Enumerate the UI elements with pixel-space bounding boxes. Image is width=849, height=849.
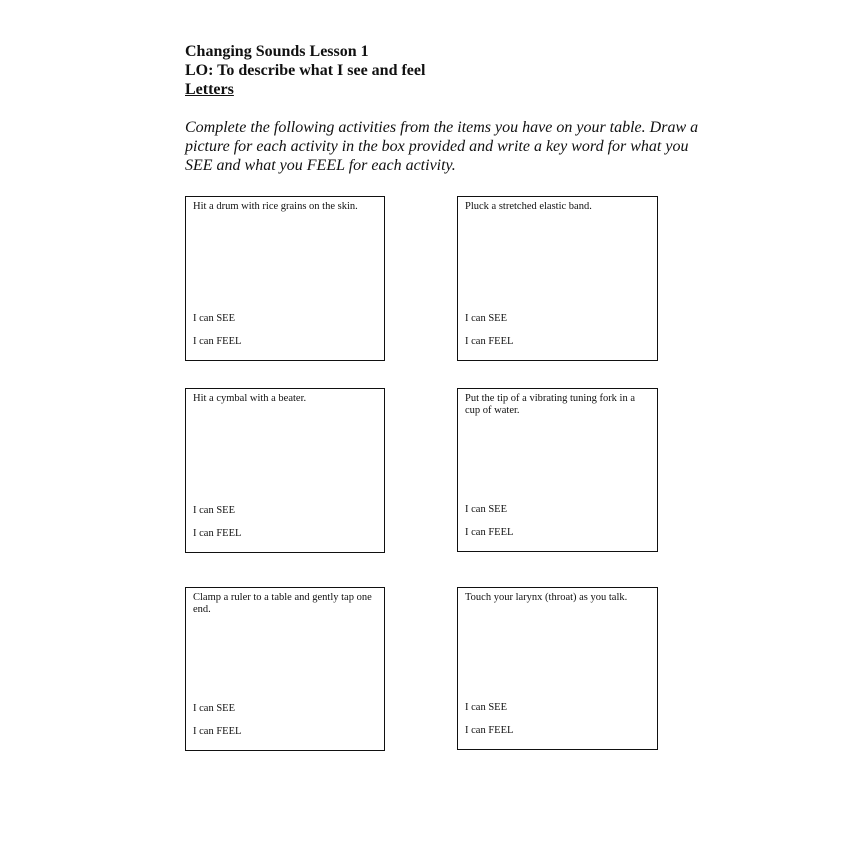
worksheet-header (185, 42, 425, 99)
activity-task: Hit a drum with rice grains on the skin. (193, 201, 358, 212)
instructions-text: Complete the following activities from the items you have on your table. Draw a picture for each activity in the box provided and write a key word for what you SEE and what you FEEL for each activity. (185, 119, 699, 174)
feel-label: I can FEEL (465, 527, 514, 538)
see-label: I can SEE (465, 702, 507, 713)
activity-box-elastic-band[interactable] (457, 196, 658, 361)
learning-objective: LO: To describe what I see and feel (185, 62, 426, 79)
activity-task: Put the tip of a vibrating tuning fork in a cup of water. (465, 393, 636, 416)
activity-task: Clamp a ruler to a table and gently tap one end. (193, 592, 372, 615)
activity-task: Pluck a stretched elastic band. (465, 201, 592, 212)
see-label: I can SEE (465, 313, 507, 324)
feel-label: I can FEEL (193, 336, 242, 347)
see-label: I can SEE (465, 504, 507, 515)
see-label: I can SEE (193, 703, 235, 714)
worksheet-subtitle: Letters (185, 81, 234, 98)
feel-label: I can FEEL (193, 726, 242, 737)
lesson-title: Changing Sounds Lesson 1 (185, 43, 369, 60)
feel-label: I can FEEL (465, 336, 514, 347)
activity-box-larynx[interactable] (457, 587, 658, 750)
see-label: I can SEE (193, 505, 235, 516)
activity-box-ruler[interactable] (185, 587, 385, 751)
feel-label: I can FEEL (193, 528, 242, 539)
activity-box-cymbal[interactable] (185, 388, 385, 553)
feel-label: I can FEEL (465, 725, 514, 736)
see-label: I can SEE (193, 313, 235, 324)
activity-task: Touch your larynx (throat) as you talk. (465, 592, 628, 603)
activity-box-drum[interactable] (185, 196, 385, 361)
activity-task: Hit a cymbal with a beater. (193, 393, 307, 404)
activity-box-tuning-fork[interactable] (457, 388, 658, 552)
